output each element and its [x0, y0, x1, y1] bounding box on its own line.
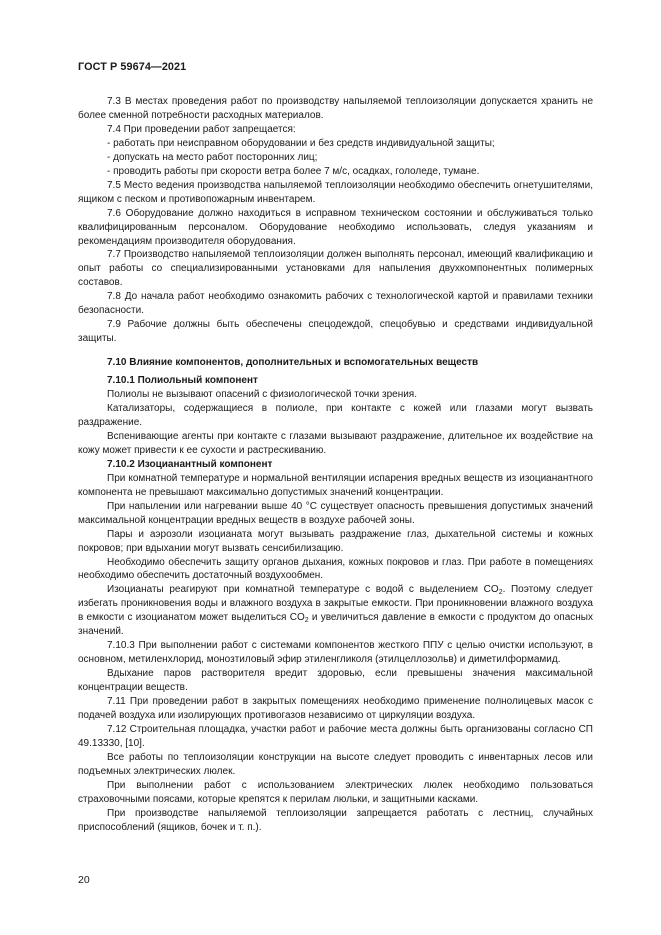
subscript: 2	[498, 589, 503, 597]
paragraph: Катализаторы, содержащиеся в полиоле, при контакте с кожей или глазами могут вызвать раздражение.	[78, 403, 593, 428]
paragraph-co2	[78, 583, 593, 639]
paragraph: Необходимо обеспечить защиту органов дыхания, кожных покровов и глаз. При работе в помещениях необходимо обеспечить достаточный воздухообмен.	[78, 556, 593, 582]
paragraph: Полиолы не вызывают опасений с физиологической точки зрения.	[107, 389, 417, 401]
text-run: и увеличиться давление в емкости с продуктом до опасных значений.	[78, 612, 593, 638]
subsection-heading-7-10-1: 7.10.1 Полиольный компонент	[107, 375, 258, 387]
document-body	[78, 95, 593, 835]
paragraph: Пары и аэрозоли изоцианата могут вызывать раздражение глаз, дыхательной системы и кожных покровов; при вдыхании могут вызвать сенсибилизацию.	[78, 528, 593, 554]
document-header: ГОСТ Р 59674—2021	[78, 61, 187, 73]
page-number: 20	[78, 874, 90, 886]
section-heading-7-10: 7.10 Влияние компонентов, дополнительных и вспомогательных веществ	[107, 357, 479, 369]
paragraph-7-10-3: 7.10.3 При выполнении работ с системами компонентов жесткого ППУ с целью очистки используют, в основном, метиленхлорид, монозтиловый эфир этиленгликоля (этилцеллозольв) и диметилформамид.	[78, 640, 593, 666]
list-item: - работать при неисправном оборудовании и без средств индивидуальной защиты;	[107, 137, 495, 149]
paragraph: Вспенивающие агенты при контакте с глазами вызывают раздражение, длительное их воздействие на кожу может привести к ее сухости и растрескиванию.	[78, 430, 593, 456]
paragraph-7-4: 7.4 При проведении работ запрещается:	[107, 123, 296, 135]
paragraph: При напылении или нагревании выше 40 °С существует опасность превышения допустимых значений максимальной концентрации вредных веществ в воздухе рабочей зоны.	[78, 500, 593, 526]
paragraph: При выполнении работ с использованием электрических люлек необходимо пользоваться страховочными поясами, которые крепятся к перилам люльки, и защитными касками.	[78, 779, 593, 805]
paragraph: При производстве напыляемой теплоизоляции запрещается работать с лестниц, случайных приспособлений (ящиков, бочек и т. п.).	[78, 807, 593, 833]
paragraph: Все работы по теплоизоляции конструкции на высоте следует проводить с инвентарных лесов или подъемных электрических люлек.	[78, 751, 593, 777]
subscript: 2	[304, 617, 309, 625]
list-item: - допускать на место работ посторонних лиц;	[107, 151, 318, 163]
paragraph-7-7: 7.7 Производство напыляемой теплоизоляции должен выполнять персонал, имеющий квалификацию и опыт работы со специализированными установками для напыления двухкомпонентных полимерных составов.	[78, 249, 593, 289]
paragraph: При комнатной температуре и нормальной вентиляции испарения вредных веществ из изоцианантного компонента не превышают максимально допустимых значений концентрации.	[78, 472, 593, 498]
paragraph-7-9: 7.9 Рабочие должны быть обеспечены спецодеждой, спецобувью и средствами индивидуальной защиты.	[78, 319, 593, 345]
paragraph: Вдыхание паров растворителя вредит здоровью, если превышены значения максимальной концентрации веществ.	[78, 668, 593, 694]
list-item: - проводить работы при скорости ветра более 7 м/с, осадках, гололеде, тумане.	[107, 165, 480, 177]
paragraph-7-5: 7.5 Место ведения производства напыляемой теплоизоляции необходимо обеспечить огнетушителями, ящиком с песком и противопожарным инвентарем.	[78, 179, 593, 205]
paragraph-7-6: 7.6 Оборудование должно находиться в исправном техническом состоянии и обслуживаться только квалифицированным персоналом. Оборудование необходимо использовать, следуя указаниям и рекомендациям производителя оборудования.	[78, 207, 593, 247]
subsection-heading-7-10-2: 7.10.2 Изоцианантный компонент	[107, 458, 273, 470]
paragraph-7-3: 7.3 В местах проведения работ по производству напыляемой теплоизоляции допускается хранить не более сменной потребности расходных материалов.	[78, 96, 593, 121]
text-run: Изоцианаты реагируют при комнатной температуре с водой с выделением CO	[107, 584, 499, 596]
paragraph-7-8: 7.8 До начала работ необходимо ознакомить рабочих с технологической картой и правилами техники безопасности.	[78, 291, 593, 317]
text-run: . Поэтому следует избегать проникновения воды и влажного воздуха в закрытые емкости. При проникновении влажного воздуха в емкости с изоцианатом может выделиться CO	[78, 584, 593, 624]
paragraph-7-11: 7.11 При проведении работ в закрытых помещениях необходимо применение полнолицевых масок с подачей воздуха или изолирующих противогазов независимо от циркуляции воздуха.	[78, 696, 593, 721]
paragraph-7-12: 7.12 Строительная площадка, участки работ и рабочие места должны быть организованы согласно СП 49.13330, [10].	[78, 723, 593, 749]
